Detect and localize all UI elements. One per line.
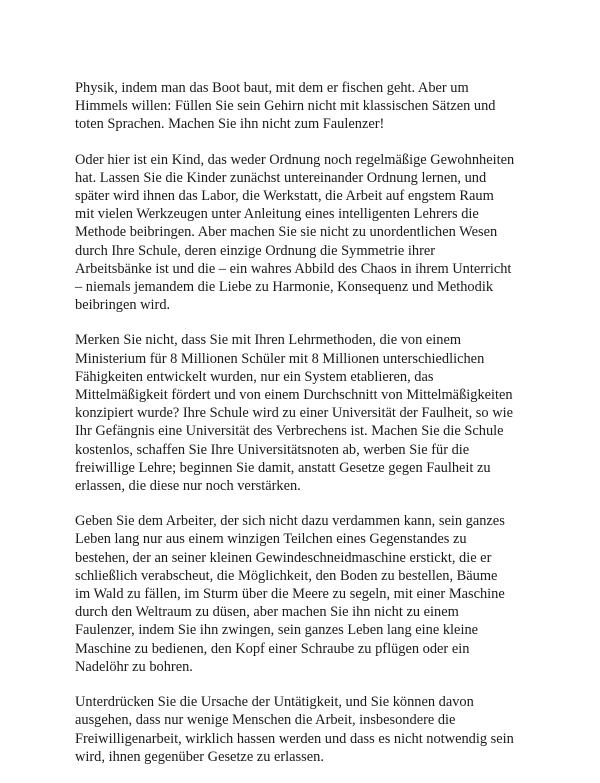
paragraph-2: Oder hier ist ein Kind, das weder Ordnung noch regelmäßige Gewohnheiten hat. Lassen Sie die Kinder zunächst untereinander Ordnung lernen, und später wird ihnen das Labor, die Werkstatt, die Arbeit auf engstem Raum mit vielen Werkzeugen unter Anleitung eines intelligenten Lehrers die Methode beibringen. Aber machen Sie sie nicht zu unordentlichen Wesen durch Ihre Schule, deren einzige Ordnung die Symmetrie ihrer Arbeitsbänke ist und die – ein wahres Abbild des Chaos in ihrem Unterricht – niemals jemandem die Liebe zu Harmonie, Konsequenz und Methodik beibringen wird. [75,151,515,314]
paragraph-3: Merken Sie nicht, dass Sie mit Ihren Lehrmethoden, die von einem Ministerium für 8 Millionen Schüler mit 8 Millionen unterschiedlichen Fähigkeiten entwickelt wurden, nur ein System etablieren, das Mittelmäßigkeit fördert und von einem Durchschnitt von Mittelmäßigkeiten konzipiert wurde? Ihre Schule wird zu einer Universität der Faulheit, so wie Ihr Gefängnis eine Universität des Verbrechens ist. Machen Sie die Schule kostenlos, schaffen Sie Ihre Universitätsnoten ab, werben Sie für die freiwillige Lehre; beginnen Sie damit, anstatt Gesetze gegen Faulheit zu erlassen, die diese nur noch verstärken. [75,332,513,495]
paragraph-1: Physik, indem man das Boot baut, mit dem er fischen geht. Aber um Himmels willen: Füllen Sie sein Gehirn nicht mit klassischen Sätzen und toten Sprachen. Machen Sie ihn nicht zum Faulenzer! [75,80,496,133]
paragraph-5: Unterdrücken Sie die Ursache der Untätigkeit, und Sie können davon ausgehen, dass nur wenige Menschen die Arbeit, insbesondere die Freiwilligenarbeit, wirklich hassen werden und dass es nicht notwendig sein wird, ihnen gegenüber Gesetze zu erlassen. [75,694,514,765]
paragraph-4: Geben Sie dem Arbeiter, der sich nicht dazu verdammen kann, sein ganzes Leben lang nur aus einem winzigen Teilchen eines Gegenstandes zu bestehen, der an seiner kleinen Gewindeschneidmaschine erstickt, die er schließlich verabscheut, die Möglichkeit, den Boden zu bestellen, Bäume im Wald zu fällen, im Sturm über die Meere zu segeln, mit einer Maschine durch den Weltraum zu düsen, aber machen Sie ihn nicht zu einem Faulenzer, indem Sie ihn zwingen, sein ganzes Leben lang eine kleine Maschine zu bedienen, den Kopf einer Schraube zu pflügen oder ein Nadelöhr zu bohren. [75,513,505,675]
body-text [75,79,533,783]
